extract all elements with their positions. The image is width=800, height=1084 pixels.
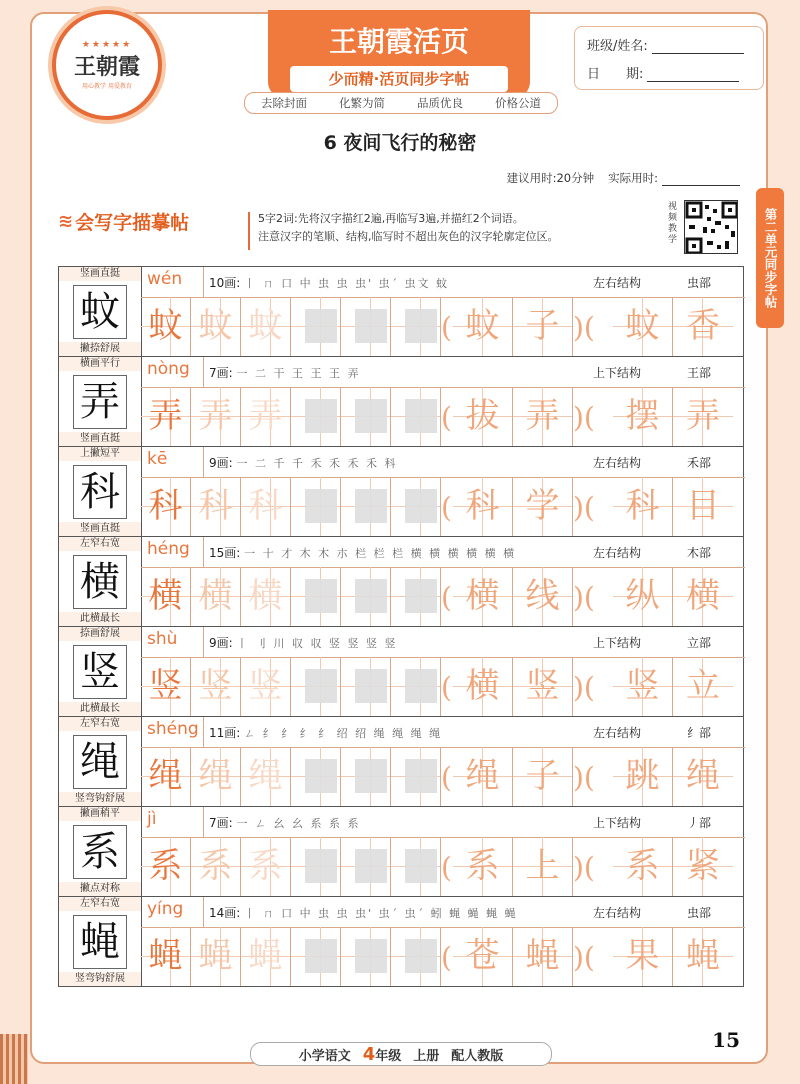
open-paren: ( — [441, 311, 452, 344]
practice-cell[interactable]: 横 — [191, 567, 241, 626]
char-info — [141, 447, 745, 478]
practice-cell[interactable]: 系 — [241, 837, 291, 896]
word-cell[interactable]: 果 — [613, 927, 673, 986]
pinyin-divider — [203, 807, 204, 837]
footer-bar — [250, 1042, 552, 1066]
open-paren: ( — [441, 401, 452, 434]
practice-cell[interactable] — [291, 297, 341, 356]
pinyin: shéng — [147, 719, 199, 739]
word-cell[interactable]: 蚊 — [613, 297, 673, 356]
word-cell[interactable]: 科 — [453, 477, 513, 536]
practice-row — [58, 446, 744, 536]
structure: 上下结构 — [593, 366, 642, 380]
footer-term: 上册 — [413, 1048, 440, 1064]
word-cell[interactable]: 竖 — [613, 657, 673, 716]
radical: 丿部 — [687, 816, 712, 830]
practice-cell[interactable] — [341, 657, 391, 716]
word-cell[interactable]: 线 — [513, 567, 573, 626]
paren-divider: )( — [573, 761, 595, 794]
practice-cell[interactable]: 绳 — [241, 747, 291, 806]
practice-cell[interactable]: 弄 — [241, 387, 291, 446]
pinyin: héng — [147, 539, 190, 559]
open-paren: ( — [441, 851, 452, 884]
practice-cells — [141, 837, 745, 896]
word-cell[interactable]: 竖 — [513, 657, 573, 716]
pinyin-divider — [203, 717, 204, 747]
structure: 左右结构 — [593, 276, 642, 290]
practice-cell[interactable] — [291, 477, 341, 536]
word-cell[interactable]: 苍 — [453, 927, 513, 986]
word-cell[interactable]: 子 — [513, 297, 573, 356]
hint-bottom: 撇捺舒展 — [59, 342, 141, 356]
hint-bottom: 此横最长 — [59, 702, 141, 716]
word-cell[interactable]: 蝇 — [673, 927, 733, 986]
pinyin: kē — [147, 449, 168, 469]
stroke-count — [209, 904, 518, 921]
practice-cells — [141, 477, 745, 536]
word-cell[interactable]: 科 — [613, 477, 673, 536]
practice-cell[interactable]: 绳 — [191, 747, 241, 806]
char-model — [59, 267, 142, 356]
word-cell[interactable]: 系 — [613, 837, 673, 896]
radical: 禾部 — [687, 456, 712, 470]
logo-tagline: 用心教学 用爱教育 — [82, 83, 132, 90]
open-paren: ( — [441, 581, 452, 614]
practice-cell[interactable] — [341, 567, 391, 626]
class-name-row — [587, 35, 744, 54]
word-cell[interactable]: 摆 — [613, 387, 673, 446]
stroke-count-label: 7画: — [209, 816, 233, 830]
hint-bottom: 此横最长 — [59, 612, 141, 626]
char-info — [141, 897, 745, 928]
stroke-order: 丨 ㄇ 口 中 虫 虫 虫' 虫ˊ 虫ˊ 蚓 蝇 蝇 蝇 蝇 — [244, 907, 518, 920]
model-character: 绳 — [73, 735, 127, 789]
word-cell[interactable]: 跳 — [613, 747, 673, 806]
pinyin: wén — [147, 269, 183, 289]
class-name-label: 班级/姓名: — [587, 39, 648, 54]
stroke-count-label: 9画: — [209, 456, 233, 470]
practice-cell[interactable] — [291, 657, 341, 716]
hint-bottom: 竖画直挺 — [59, 522, 141, 536]
stroke-order: 一 二 千 千 禾 禾 禾 禾 科 — [236, 457, 398, 470]
stroke-count — [209, 814, 361, 831]
header-banner — [268, 10, 530, 98]
practice-cell[interactable] — [391, 567, 441, 626]
section-title: 会写字描摹帖 — [75, 212, 190, 234]
stroke-count — [209, 634, 398, 651]
practice-cell[interactable]: 横 — [241, 567, 291, 626]
paren-divider: )( — [573, 581, 595, 614]
stroke-order: ㄥ 纟 纟 纟 纟 绍 绍 绳 绳 绳 绳 — [244, 727, 443, 740]
char-model — [59, 807, 142, 896]
practice-cell[interactable] — [341, 387, 391, 446]
char-info — [141, 267, 745, 298]
pinyin: nòng — [147, 359, 190, 379]
stroke-order: 一 二 干 王 王 王 弄 — [236, 367, 361, 380]
practice-cell[interactable] — [291, 387, 341, 446]
actual-time-field[interactable] — [662, 172, 740, 186]
logo-name: 王朝霞 — [73, 54, 140, 80]
instruction-divider — [248, 212, 250, 250]
practice-cell[interactable] — [391, 387, 441, 446]
instructions — [258, 210, 658, 246]
footer-grade: 4 — [362, 1043, 376, 1065]
stroke-count-label: 10画: — [209, 276, 241, 290]
practice-cell[interactable] — [291, 567, 341, 626]
word-cell[interactable]: 上 — [513, 837, 573, 896]
stroke-count — [209, 724, 442, 741]
hint-top: 左窄右宽 — [59, 717, 141, 731]
stroke-count — [209, 274, 449, 291]
char-info — [141, 807, 745, 838]
slogan-item: 品质优良 — [417, 96, 463, 110]
stroke-order: 一 十 才 木 木 朩 栏 栏 栏 横 横 横 横 横 横 — [244, 547, 517, 560]
practice-cells — [141, 297, 745, 356]
practice-row — [58, 356, 744, 446]
footer-edition: 配人教版 — [451, 1048, 504, 1064]
open-paren: ( — [441, 761, 452, 794]
stroke-count-label: 15画: — [209, 546, 241, 560]
structure: 上下结构 — [593, 816, 642, 830]
practice-cell[interactable]: 科 — [241, 477, 291, 536]
radical: 虫部 — [687, 276, 712, 290]
model-character: 蝇 — [73, 915, 127, 969]
word-cell[interactable]: 蚊 — [453, 297, 513, 356]
stroke-count-label: 9画: — [209, 636, 233, 650]
practice-cell[interactable] — [291, 747, 341, 806]
practice-cell[interactable] — [391, 927, 441, 986]
practice-cell[interactable] — [391, 747, 441, 806]
stroke-order: 丨 ㄇ 口 中 虫 虫 虫' 虫ˊ 虫文 蚊 — [244, 277, 450, 290]
section-heading — [58, 208, 189, 235]
practice-row — [58, 626, 744, 716]
pinyin: jì — [147, 809, 157, 829]
time-line — [507, 170, 740, 186]
paren-divider: )( — [573, 851, 595, 884]
open-paren: ( — [441, 941, 452, 974]
pinyin-divider — [203, 627, 204, 657]
word-cell[interactable]: 香 — [673, 297, 733, 356]
practice-cells — [141, 387, 745, 446]
practice-cell[interactable] — [391, 477, 441, 536]
stroke-order: 丨 刂 川 収 収 竖 竖 竖 竖 — [236, 637, 398, 650]
practice-row — [58, 896, 744, 987]
practice-cell[interactable]: 系 — [141, 837, 191, 896]
paren-divider: )( — [573, 401, 595, 434]
word-cell[interactable]: 拔 — [453, 387, 513, 446]
pinyin: shù — [147, 629, 178, 649]
word-cell[interactable]: 子 — [513, 747, 573, 806]
practice-cell[interactable] — [341, 477, 391, 536]
word-cell[interactable]: 横 — [453, 567, 513, 626]
brand-subtitle: 少而精·活页同步字帖 — [290, 66, 508, 92]
stroke-count — [209, 544, 516, 561]
practice-cell[interactable]: 竖 — [241, 657, 291, 716]
stroke-count-label: 7画: — [209, 366, 233, 380]
stroke-order: 一 ㄥ 幺 幺 系 系 系 — [236, 817, 361, 830]
practice-row — [58, 806, 744, 896]
structure: 左右结构 — [593, 906, 642, 920]
date-label: 日 期: — [587, 67, 644, 82]
char-info — [141, 717, 745, 748]
paren-divider: )( — [573, 311, 595, 344]
word-cell[interactable]: 纵 — [613, 567, 673, 626]
word-cell[interactable]: 紧 — [673, 837, 733, 896]
stroke-count — [209, 454, 398, 471]
open-paren: ( — [441, 491, 452, 524]
radical: 王部 — [687, 366, 712, 380]
hint-top: 横画平行 — [59, 357, 141, 371]
brand-title: 王朝霞活页 — [328, 25, 469, 58]
stroke-count-label: 11画: — [209, 726, 241, 740]
practice-cell[interactable]: 横 — [141, 567, 191, 626]
student-info-box — [574, 26, 764, 90]
pinyin-divider — [203, 357, 204, 387]
model-character: 竖 — [73, 645, 127, 699]
slogan-item: 去除封面 — [261, 96, 307, 110]
footer-subject: 小学语文 — [298, 1048, 351, 1064]
char-model — [59, 357, 142, 446]
model-character: 系 — [73, 825, 127, 879]
practice-cell[interactable] — [391, 837, 441, 896]
hint-top: 竖画直挺 — [59, 267, 141, 281]
practice-cell[interactable] — [341, 297, 391, 356]
structure: 左右结构 — [593, 726, 642, 740]
practice-cell[interactable]: 绳 — [141, 747, 191, 806]
page-number: 15 — [712, 1028, 740, 1052]
logo-stars-icon: ★★★★★ — [81, 40, 133, 50]
practice-cell[interactable]: 蚊 — [241, 297, 291, 356]
practice-cell[interactable] — [291, 837, 341, 896]
structure: 上下结构 — [593, 636, 642, 650]
practice-cell[interactable]: 蝇 — [191, 927, 241, 986]
radical: 木部 — [687, 546, 712, 560]
practice-cell[interactable]: 蚊 — [141, 297, 191, 356]
open-paren: ( — [441, 671, 452, 704]
hint-bottom: 撇点对称 — [59, 882, 141, 896]
instruction-line: 注意汉字的笔顺、结构,临写时不超出灰色的汉字轮廓定位区。 — [258, 230, 559, 243]
actual-time-label: 实际用时: — [608, 171, 658, 185]
class-name-field[interactable] — [652, 39, 744, 54]
model-character: 科 — [73, 465, 127, 519]
publisher-logo — [52, 10, 162, 120]
word-cell[interactable]: 横 — [453, 657, 513, 716]
practice-grid — [58, 266, 744, 987]
word-cell[interactable]: 学 — [513, 477, 573, 536]
hint-top: 捺画舒展 — [59, 627, 141, 641]
qr-code-icon — [684, 200, 738, 254]
structure: 左右结构 — [593, 456, 642, 470]
hint-bottom: 竖弯钩舒展 — [59, 972, 141, 986]
word-cell[interactable]: 系 — [453, 837, 513, 896]
wave-icon: ≋ — [58, 211, 70, 232]
practice-cells — [141, 747, 745, 806]
pinyin: yíng — [147, 899, 184, 919]
word-cell[interactable]: 立 — [673, 657, 733, 716]
unit-side-tab: 第二单元同步字帖 — [756, 188, 784, 328]
word-cell[interactable]: 绳 — [673, 747, 733, 806]
practice-cell[interactable]: 系 — [191, 837, 241, 896]
practice-cell[interactable]: 蚊 — [191, 297, 241, 356]
practice-cell[interactable] — [341, 747, 391, 806]
hint-top: 左窄右宽 — [59, 897, 141, 911]
radical: 立部 — [687, 636, 712, 650]
word-cell[interactable]: 弄 — [673, 387, 733, 446]
stroke-count — [209, 364, 361, 381]
practice-cell[interactable] — [391, 657, 441, 716]
pinyin-divider — [203, 447, 204, 477]
binding-strip — [0, 1034, 28, 1084]
video-qr[interactable] — [668, 200, 742, 254]
char-model — [59, 717, 142, 806]
char-model — [59, 897, 142, 986]
slogan-item: 化繁为简 — [339, 96, 385, 110]
lesson-title: 6 夜间飞行的秘密 — [323, 132, 477, 154]
char-info — [141, 357, 745, 388]
char-info — [141, 627, 745, 658]
word-cell[interactable]: 目 — [673, 477, 733, 536]
char-model — [59, 627, 142, 716]
slogan-item: 价格公道 — [495, 96, 541, 110]
model-character: 弄 — [73, 375, 127, 429]
stroke-count-label: 14画: — [209, 906, 241, 920]
practice-row — [58, 716, 744, 806]
practice-row — [58, 266, 744, 356]
structure: 左右结构 — [593, 546, 642, 560]
qr-label: 视频教学 — [668, 202, 678, 245]
date-row — [587, 63, 739, 82]
date-field[interactable] — [647, 67, 739, 82]
pinyin-divider — [203, 897, 204, 927]
pinyin-divider — [203, 267, 204, 297]
practice-cell[interactable]: 竖 — [191, 657, 241, 716]
footer-grade-suffix: 年级 — [375, 1048, 402, 1064]
paren-divider: )( — [573, 491, 595, 524]
word-cell[interactable]: 蝇 — [513, 927, 573, 986]
practice-cell[interactable] — [341, 927, 391, 986]
radical: 虫部 — [687, 906, 712, 920]
practice-cell[interactable]: 弄 — [141, 387, 191, 446]
pinyin-divider — [203, 537, 204, 567]
practice-cells — [141, 657, 745, 716]
hint-top: 撇画稍平 — [59, 807, 141, 821]
slogan-bar — [244, 92, 558, 114]
practice-cell[interactable]: 弄 — [191, 387, 241, 446]
char-model — [59, 537, 142, 626]
practice-cells — [141, 927, 745, 986]
hint-top: 左窄右宽 — [59, 537, 141, 551]
practice-cell[interactable]: 蝇 — [241, 927, 291, 986]
model-character: 蚊 — [73, 285, 127, 339]
practice-row — [58, 536, 744, 626]
char-model — [59, 447, 142, 536]
practice-cells — [141, 567, 745, 626]
practice-cell[interactable]: 科 — [191, 477, 241, 536]
practice-cell[interactable] — [341, 837, 391, 896]
practice-cell[interactable] — [291, 927, 341, 986]
word-cell[interactable]: 横 — [673, 567, 733, 626]
radical: 纟部 — [687, 726, 712, 740]
char-info — [141, 537, 745, 568]
suggested-time: 建议用时:20分钟 — [506, 171, 595, 185]
practice-cell[interactable]: 科 — [141, 477, 191, 536]
hint-bottom: 竖弯钩舒展 — [59, 792, 141, 806]
paren-divider: )( — [573, 941, 595, 974]
practice-cell[interactable]: 竖 — [141, 657, 191, 716]
model-character: 横 — [73, 555, 127, 609]
word-cell[interactable]: 绳 — [453, 747, 513, 806]
hint-top: 上撇短平 — [59, 447, 141, 461]
paren-divider: )( — [573, 671, 595, 704]
instruction-line: 5字2词:先将汉字描红2遍,再临写3遍,并描红2个词语。 — [258, 212, 524, 225]
word-cell[interactable]: 弄 — [513, 387, 573, 446]
hint-bottom: 竖画直挺 — [59, 432, 141, 446]
practice-cell[interactable]: 蝇 — [141, 927, 191, 986]
practice-cell[interactable] — [391, 297, 441, 356]
